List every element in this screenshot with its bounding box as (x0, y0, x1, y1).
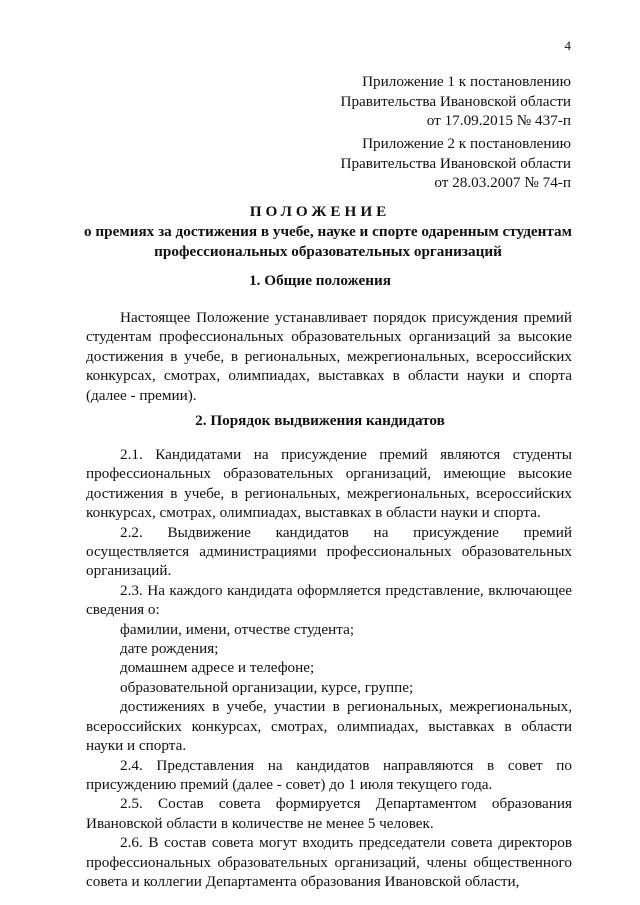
clause-2-2: 2.2. Выдвижение кандидатов на присуждение премий осуществляется администрациями профессиональных образовательных организаций. (86, 523, 572, 580)
list-item-last: достижениях в учебе, участии в региональных, межрегиональных, всероссийских конкурсах, смотрах, олимпиадах, выставках в области науки и спорта. (86, 698, 572, 755)
clause-2-3: 2.3. На каждого кандидата оформляется представление, включающее сведения о: (86, 581, 572, 619)
appendix-1-note (341, 72, 572, 131)
appendix-1-line: Приложение 1 к постановлению (362, 73, 571, 90)
appendix-2-line: Правительства Ивановской области (340, 154, 571, 172)
appendix-2-note (341, 134, 572, 193)
clause-2-6: 2.6. В состав совета могут входить председатели совета директоров профессиональных образовательных организаций, члены общественного совета и коллегии Департамента образования Ивановской области, (86, 834, 572, 890)
document-subtitle: о премиях за достижения в учебе, науке и спорте одаренным студентам профессиональных образовательных организаций (84, 223, 572, 260)
list-item: образовательной организации, курсе, группе; (120, 678, 414, 696)
page-number: 4 (564, 38, 571, 53)
appendix-1-line: от 17.09.2015 № 437-п (426, 112, 571, 129)
list-item: фамилии, имени, отчестве студента; (120, 620, 355, 638)
appendix-1-line: Правительства Ивановской области (340, 92, 571, 110)
clause-2-1: 2.1. Кандидатами на присуждение премий являются студенты профессиональных образовательных организаций, имеющие высокие достижения в учебе, в региональных, межрегиональных, всероссийских конкурсах, смотрах, олимпиадах, выставках в области науки и спорта. (86, 446, 572, 522)
clause-2-4: 2.4. Представления на кандидатов направляются в совет по присуждению премий (далее - совет) до 1 июля текущего года. (86, 756, 572, 793)
appendix-2-line: от 28.03.2007 № 74-п (434, 174, 571, 191)
section-2-body (86, 445, 572, 891)
appendix-2-line: Приложение 2 к постановлению (362, 135, 571, 152)
list-item: домашнем адресе и телефоне; (120, 659, 315, 677)
section-1-body (86, 308, 572, 405)
section-2-heading: 2. Порядок выдвижения кандидатов (195, 412, 445, 429)
section-1-heading: 1. Общие положения (249, 272, 391, 289)
document-title: ПОЛОЖЕНИЕ (249, 203, 391, 220)
section-1-paragraph: Настоящее Положение устанавливает порядок присуждения премий студентам профессиональных образовательных организаций за высокие достижения в учебе, в региональных, межрегиональных, всероссийских конкурсах, смотрах, олимпиадах, выставках в области науки и спорта (далее - премии). (86, 309, 572, 404)
clause-2-5: 2.5. Состав совета формируется Департаментом образования Ивановской области в количестве не менее 5 человек. (86, 795, 572, 832)
list-item: дате рождения; (120, 640, 219, 658)
